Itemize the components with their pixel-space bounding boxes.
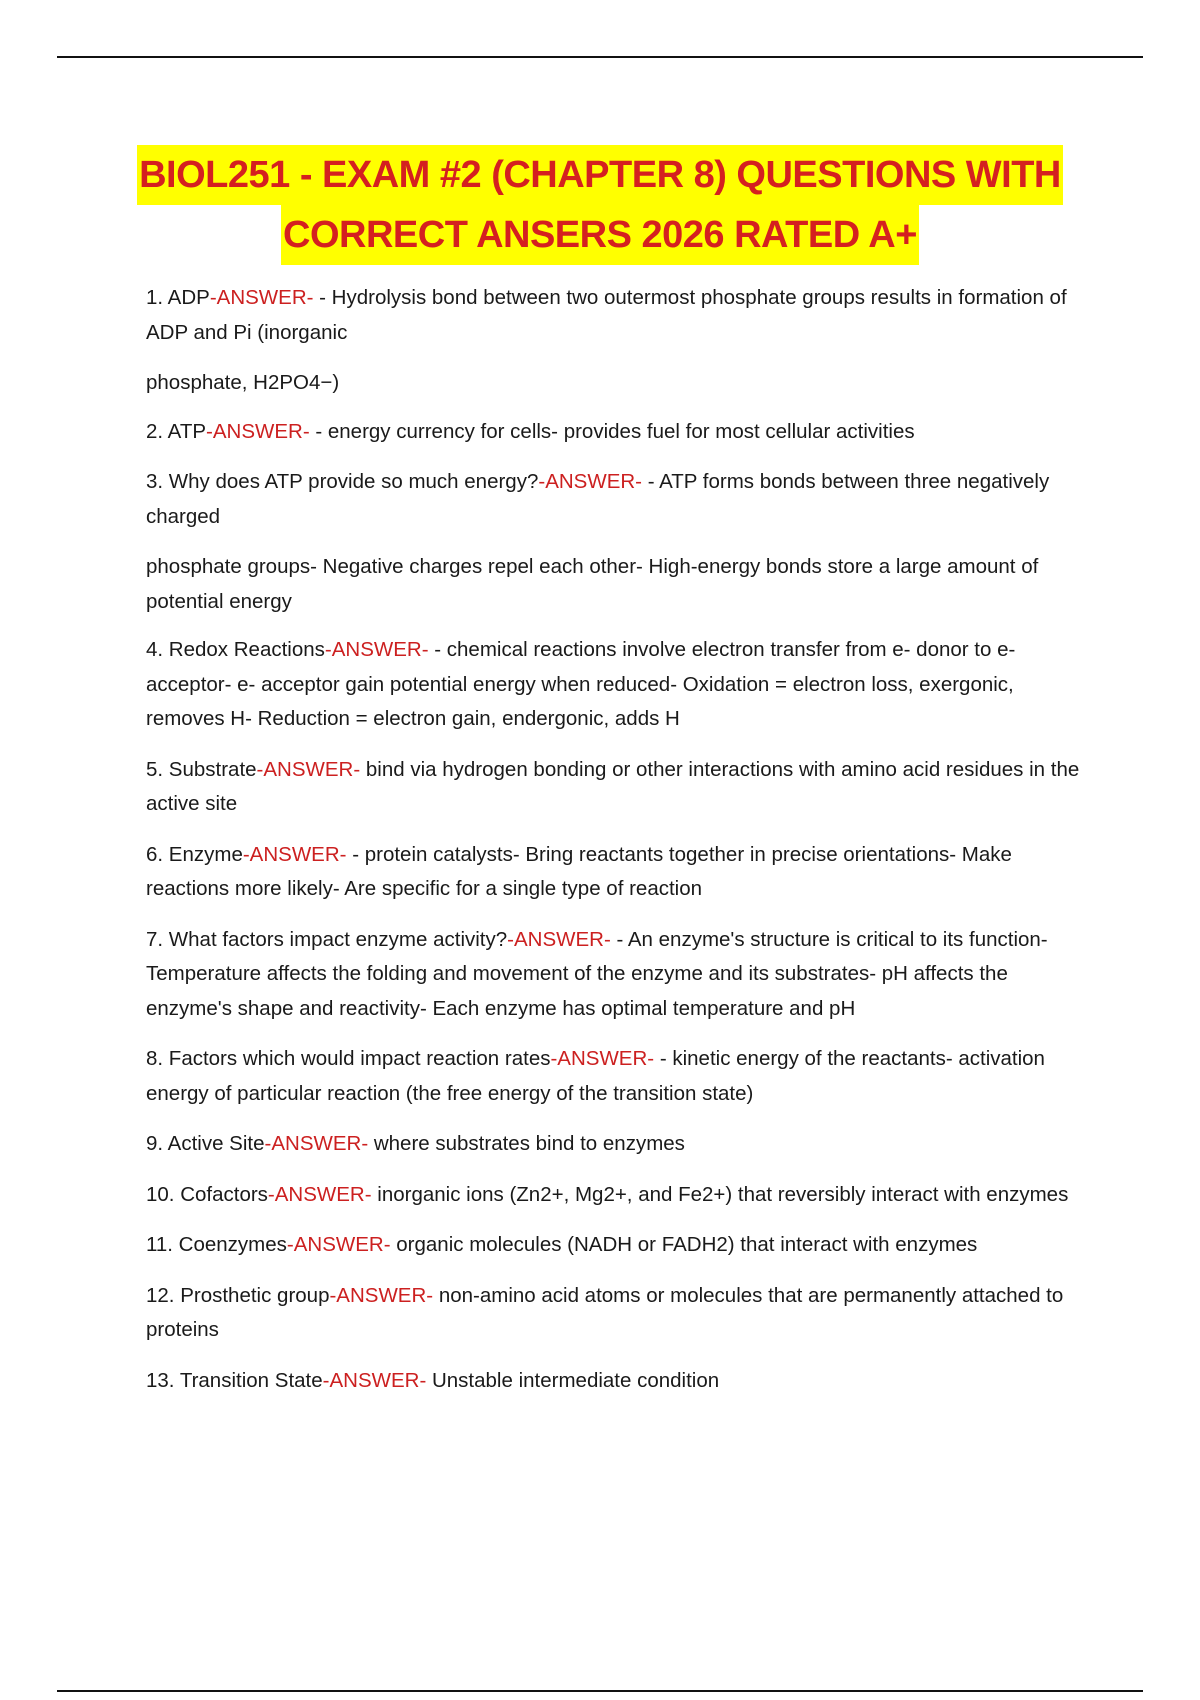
- answer-label: -ANSWER-: [538, 470, 643, 493]
- question-text: 1. ADP: [146, 286, 210, 309]
- qa-item: [146, 1364, 1096, 1399]
- qa-item: [146, 753, 1096, 822]
- qa-item: [146, 1228, 1096, 1263]
- answer-text: - kinetic energy of the reactants- activation energy of particular reaction (the free energy of the transition state): [146, 1047, 1045, 1105]
- answer-text: - chemical reactions involve electron transfer from e- donor to e- acceptor- e- acceptor gain potential energy when reduced- Oxidation = electron loss, exergonic, removes H- Reduction = electron gain, endergonic, adds H: [146, 638, 1016, 730]
- question-text: 12. Prosthetic group: [146, 1283, 330, 1307]
- qa-item: [146, 281, 1096, 350]
- answer-text: inorganic ions (Zn2+, Mg2+, and Fe2+) that reversibly interact with enzymes: [371, 1182, 1069, 1206]
- question-text: 7. What factors impact enzyme activity?: [146, 927, 508, 951]
- answer-label: -ANSWER-: [322, 1368, 427, 1392]
- answer-text: where substrates bind to enzymes: [368, 1132, 685, 1155]
- question-text: 10. Cofactors: [146, 1182, 268, 1206]
- answer-label: -ANSWER-: [242, 842, 347, 866]
- qa-item: [146, 1178, 1096, 1213]
- answer-label: -ANSWER-: [286, 1233, 391, 1256]
- qa-item: [146, 838, 1096, 907]
- qa-item: [146, 415, 1096, 450]
- qa-item: [146, 633, 1096, 737]
- question-text: 6. Enzyme: [146, 842, 243, 866]
- title-line-2: CORRECT ANSERS 2026 RATED A+: [281, 205, 919, 265]
- answer-label: -ANSWER-: [267, 1182, 372, 1206]
- question-text: 9. Active Site: [146, 1132, 265, 1155]
- qa-continuation: phosphate groups- Negative charges repel each other- High-energy bonds store a large amount of potential energy: [146, 555, 1039, 613]
- title-line-1: BIOL251 - EXAM #2 (CHAPTER 8) QUESTIONS WITH: [137, 145, 1063, 205]
- answer-label: -ANSWER-: [507, 927, 611, 951]
- qa-list: [146, 281, 1096, 1414]
- answer-text: organic molecules (NADH or FADH2) that interact with enzymes: [390, 1233, 978, 1256]
- answer-text: - An enzyme's structure is critical to its function- Temperature affects the folding and movement of the enzyme and its substrates- pH affects the enzyme's shape and reactivity- Each enzyme has optimal temperature and pH: [146, 927, 1048, 1020]
- qa-item: [146, 923, 1096, 1027]
- question-text: 2. ATP: [146, 419, 207, 443]
- document-title: [100, 145, 1100, 265]
- answer-text: bind via hydrogen bonding or other interactions with amino acid residues in the active site: [146, 757, 1080, 815]
- question-text: 8. Factors which would impact reaction rates: [146, 1047, 551, 1070]
- answer-label: -ANSWER-: [256, 757, 361, 781]
- top-rule: [57, 56, 1143, 58]
- question-text: 11. Coenzymes: [146, 1233, 287, 1256]
- qa-item: [146, 1127, 1096, 1162]
- answer-text: non-amino acid atoms or molecules that are permanently attached to proteins: [146, 1283, 1064, 1341]
- answer-text: - ATP forms bonds between three negatively charged: [146, 470, 1050, 528]
- answer-text: Unstable intermediate condition: [426, 1368, 720, 1392]
- answer-label: -ANSWER-: [206, 419, 310, 443]
- answer-text: - energy currency for cells- provides fuel for most cellular activities: [309, 419, 915, 443]
- qa-item: [146, 1042, 1096, 1111]
- answer-label: -ANSWER-: [209, 286, 314, 309]
- answer-label: -ANSWER-: [550, 1047, 655, 1070]
- answer-label: -ANSWER-: [264, 1132, 369, 1155]
- question-text: 13. Transition State: [146, 1368, 323, 1392]
- answer-text: - Hydrolysis bond between two outermost phosphate groups results in formation of ADP and Pi (inorganic: [146, 286, 1067, 344]
- answer-label: -ANSWER-: [329, 1283, 434, 1307]
- answer-text: - protein catalysts- Bring reactants together in precise orientations- Make reactions more likely- Are specific for a single type of reaction: [146, 842, 1012, 900]
- qa-continuation: phosphate, H2PO4−): [146, 371, 340, 394]
- bottom-rule: [57, 1690, 1143, 1692]
- question-text: 4. Redox Reactions: [146, 638, 325, 661]
- question-text: 5. Substrate: [146, 757, 257, 781]
- question-text: 3. Why does ATP provide so much energy?: [146, 470, 539, 493]
- answer-label: -ANSWER-: [324, 638, 429, 661]
- qa-item: [146, 465, 1096, 534]
- qa-item: [146, 1279, 1096, 1348]
